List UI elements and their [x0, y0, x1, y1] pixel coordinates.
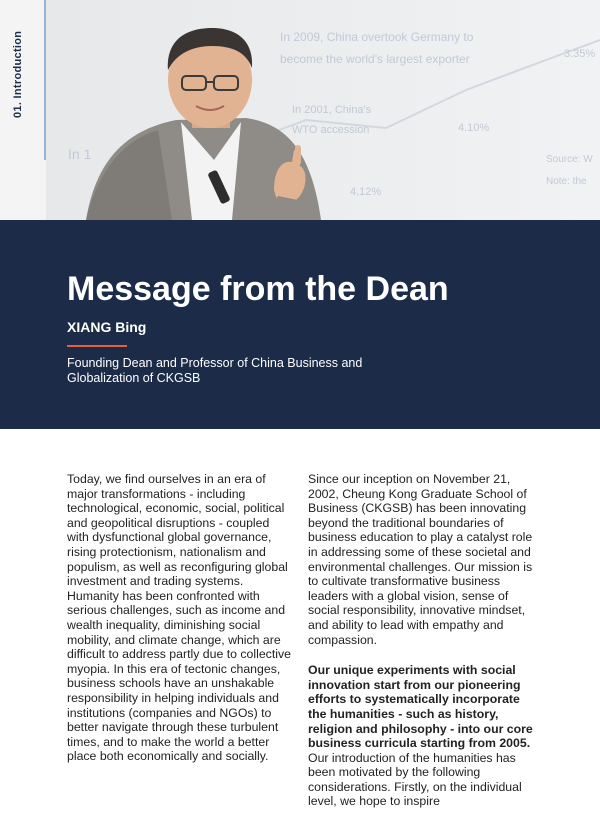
background-text: 3.35%: [564, 48, 596, 60]
emphasis-text: Our unique experiments with social innovation start from our pioneering efforts to systematically incorporate the humanities - such as history, religion and philosophy - into our core business curricula starting from 2005.: [308, 663, 533, 751]
background-text: In 2009, China overtook Germany to: [280, 30, 474, 44]
background-text: 4.12%: [350, 186, 382, 198]
author-role: Founding Dean and Professor of China Business and Globalization of CKGSB: [67, 356, 363, 385]
background-text: WTO accession: [292, 124, 370, 136]
page-title: Message from the Dean: [67, 270, 449, 308]
body-paragraph: Today, we find ourselves in an era of major transformations - including technological, economic, social, political and geopolitical disruptions - coupled with dysfunctional global governance, rising protectionism, nationalism and populism, as well as reconfiguring global investment and trading systems. Humanity has been confronted with serious challenges, such as income and wealth inequality, diminishing social mobility, and climate change, which are difficult to address partly due to collective myopia. In this era of tectonic changes, business schools have an unshakable responsibility in helping individuals and institutions (companies and NGOs) to better navigate through these turbulent times, and to make the world a better place both economically and socially.: [67, 472, 291, 764]
background-text: In 1: [68, 146, 92, 162]
body-column-left: [67, 472, 292, 764]
body-text: Our introduction of the humanities has been motivated by the following considerations. Firstly, on the individual level, we hope to inspire: [308, 750, 522, 809]
section-label: 01. Introduction: [12, 30, 24, 118]
body-column-right: [308, 472, 534, 809]
background-text: 4.10%: [458, 122, 490, 134]
body-paragraph: Since our inception on November 21, 2002, Cheung Kong Graduate School of Business (CKGSB) has been innovating beyond the traditional boundaries of business education to play a catalyst role in addressing some of these societal and environmental challenges. Our mission is to cultivate transformative business leaders with a global vision, sense of social responsibility, innovative mindset, and ability to lead with empathy and compassion.: [308, 472, 533, 647]
background-text: In 2001, China's: [292, 104, 372, 116]
dean-photo: [46, 0, 600, 220]
background-text: Note: the: [546, 176, 587, 187]
author-name: XIANG Bing: [67, 319, 147, 335]
header-photo-band: [0, 0, 600, 220]
body-paragraph: [308, 663, 534, 809]
section-indicator-line: [44, 0, 46, 160]
background-text: Source: W: [546, 154, 593, 165]
accent-divider: [67, 345, 127, 347]
background-text: become the world's largest exporter: [280, 52, 470, 66]
